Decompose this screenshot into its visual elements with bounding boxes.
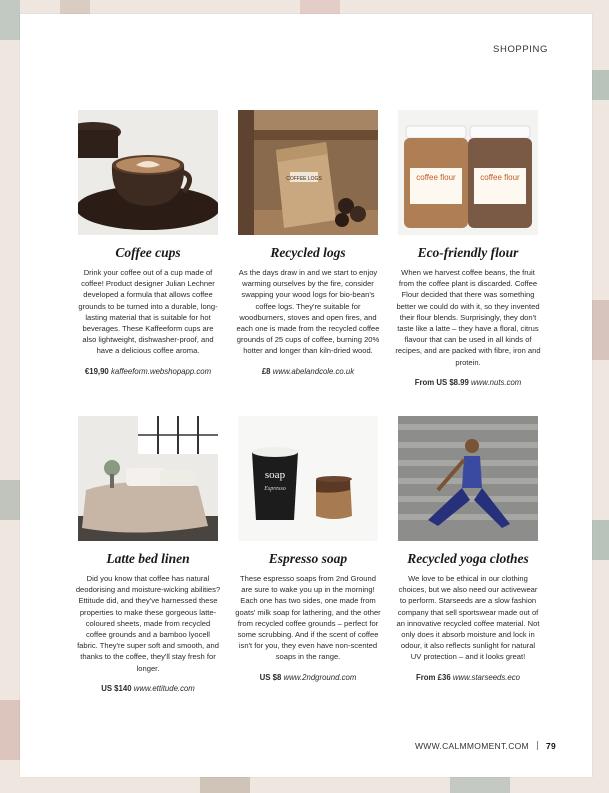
product-price-line (233, 367, 383, 376)
magazine-page (20, 14, 592, 777)
product-price: From US $8.99 (414, 377, 469, 387)
product-card-latte-bed-linen (73, 416, 223, 693)
product-description: Did you know that coffee has natural deodorising and moisture-wicking abilities? Ettitude did, and they've harnessed these properties to make these gorgeous latte-coloured sheets, made from recycled coffee grounds and a bamboo lyocell fabric. They're super soft and smooth, and thanks to the coffee, they'll stay fresh for longer. (75, 574, 221, 673)
product-card-coffee-cups (73, 110, 223, 376)
product-description: We love to be ethical in our clothing choices, but we also need our activewear to perform. Starseeds are a slow fashion company that sell sportswear made out of an innovative recycled coffee material. Not only does it absorb moisture and lock in odour, it also reflects sunlight for natural UV protection – and it looks great! (396, 574, 540, 662)
product-description: When we harvest coffee beans, the fruit from the coffee plant is discarded. Coffee Flour decided that there was something better we could do with it, so they invented their flour blends. Surprisingly, they don't taste like a latte – they have a floral, citrus flavour that can be used in all kinds of recipes, and are packed with fibre, iron and protein. (395, 268, 541, 367)
product-url[interactable]: www.2ndground.com (283, 672, 357, 682)
cup-label: soap (264, 469, 286, 481)
background-shape (0, 0, 20, 40)
product-card-eco-friendly-flour (393, 110, 543, 387)
product-price-line (393, 378, 543, 387)
product-card-recycled-yoga-clothes (393, 416, 543, 682)
product-title: Latte bed linen (106, 551, 190, 566)
product-price-line (393, 673, 543, 682)
background-shape (0, 480, 20, 520)
product-card-espresso-soap (233, 416, 383, 682)
background-shape (60, 0, 90, 14)
product-title: Recycled yoga clothes (407, 551, 529, 566)
product-title: Espresso soap (268, 551, 348, 566)
footer-site[interactable]: WWW.CALMMOMENT.COM (414, 741, 529, 751)
background-shape (200, 777, 250, 793)
cup-sublabel: Espresso (264, 486, 286, 492)
product-price-line (233, 673, 383, 682)
product-url[interactable]: www.abelandcole.co.uk (272, 366, 355, 376)
bag-label: COFFEE LOGS (286, 176, 322, 182)
background-shape (450, 777, 510, 793)
product-price: From £36 (415, 672, 451, 682)
background-shape (592, 300, 609, 360)
product-url[interactable]: www.starseeds.eco (452, 672, 520, 682)
product-url[interactable]: kaffeeform.webshopapp.com (110, 366, 212, 376)
product-title: Coffee cups (115, 245, 181, 260)
espresso-soap-image (238, 416, 378, 541)
product-price: €19,90 (84, 366, 109, 376)
product-price: £8 (261, 366, 271, 376)
recycled-logs-image (238, 110, 378, 235)
product-price-line (73, 684, 223, 693)
bed-linen-image (78, 416, 218, 541)
product-description: These espresso soaps from 2nd Ground are sure to wake you up in the morning! Each one has two sides, one made from goats' milk soap for lathering, and the other from recycled coffee grounds – perfect for some scrubbing. And if the scent of coffee isn't for you, they even have non-scented soaps in the range. (235, 574, 381, 662)
product-title: Recycled logs (270, 245, 346, 260)
product-card-recycled-logs (233, 110, 383, 376)
background-shape (0, 700, 20, 760)
product-url[interactable]: www.ettitude.com (133, 683, 195, 693)
product-description: As the days draw in and we start to enjoy warming ourselves by the fire, consider swapping your wood logs for bio-bean's coffee logs. They're suitable for woodburners, stoves and open fires, and each one is made from the recycled coffee grounds of 25 cups of coffee, burning 20% hotter and longer than kiln-dried wood. (236, 268, 380, 356)
product-title: Eco-friendly flour (417, 245, 519, 260)
coffee-cups-image (78, 110, 218, 235)
page-footer (415, 741, 556, 751)
background-shape (300, 0, 340, 14)
yoga-clothes-image (398, 416, 538, 541)
product-price-line (73, 367, 223, 376)
jar-label: coffee flour (480, 173, 520, 182)
background-shape (590, 70, 609, 100)
product-url[interactable]: www.nuts.com (471, 377, 522, 387)
footer-separator (537, 741, 538, 750)
section-label: SHOPPING (493, 44, 548, 55)
product-price: US $8 (259, 672, 282, 682)
background-shape (592, 520, 609, 560)
jar-label: coffee flour (416, 173, 456, 182)
product-price: US $140 (101, 683, 132, 693)
coffee-flour-image (398, 110, 538, 235)
page-number: 79 (545, 741, 556, 751)
product-description: Drink your coffee out of a cup made of coffee! Product designer Julian Lechner developed a formula that allows coffee grounds to be turned into a durable, long-lasting material that is suitable for hot beverages. These Kaffeeform cups are also lightweight, dishwasher-proof, and have a delicious coffee aroma. (78, 268, 218, 356)
